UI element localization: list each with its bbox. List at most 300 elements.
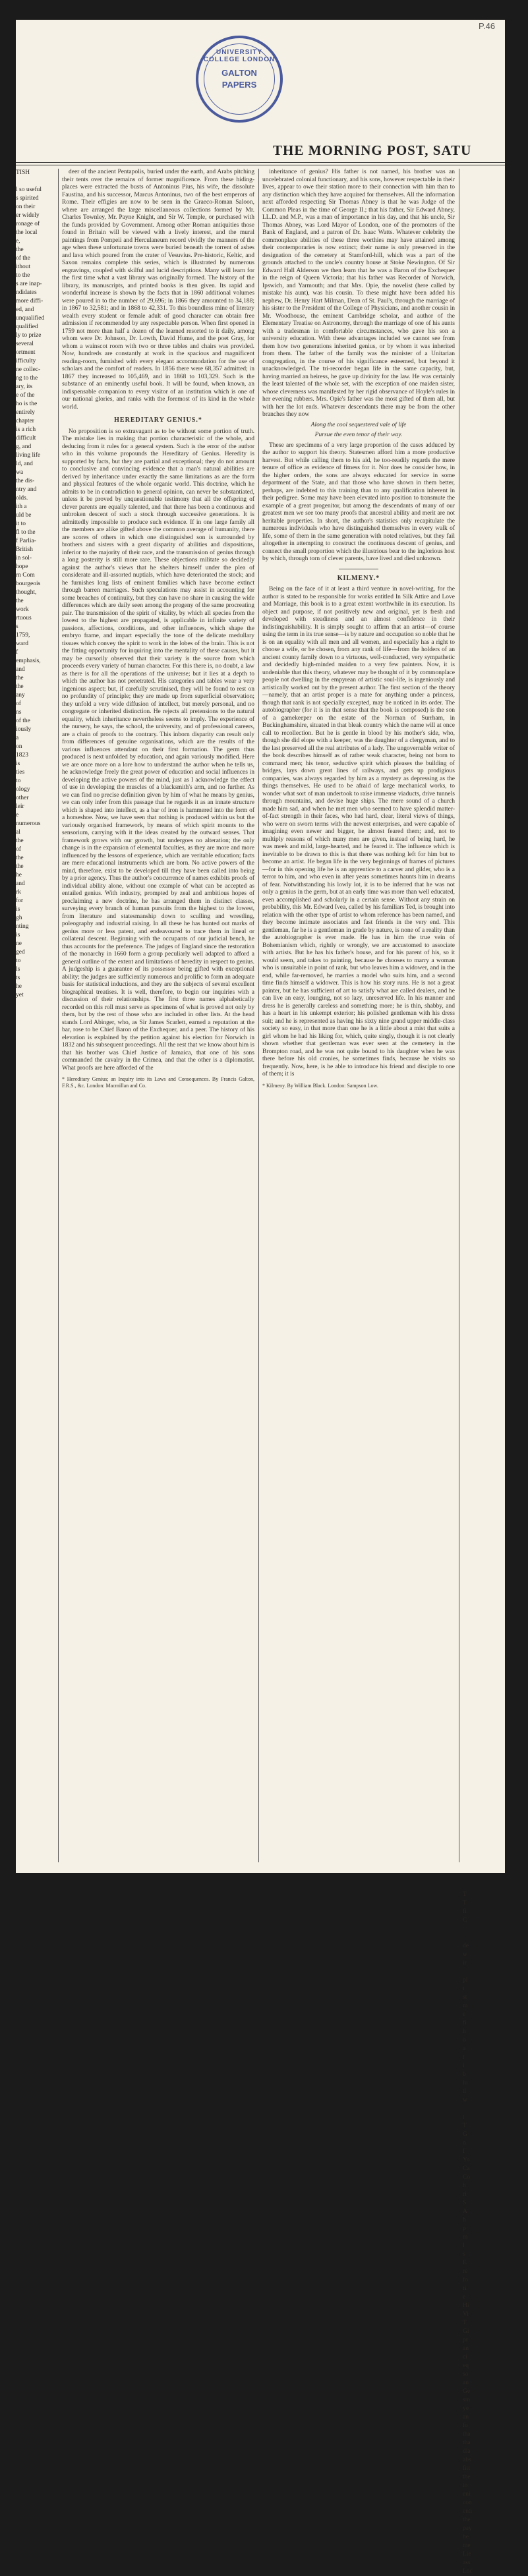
fragment-line — [463, 451, 489, 460]
fragment-line — [463, 383, 489, 391]
fragment-line: unqualified — [16, 315, 45, 322]
fragment-line — [463, 1574, 489, 1582]
fragment-line — [463, 529, 489, 537]
fragment-line: the dis- — [16, 478, 35, 484]
fragment-line: con — [463, 2500, 472, 2506]
fragment-line: ed, and — [16, 306, 34, 313]
fragment-line: a — [16, 735, 19, 741]
fragment-line — [463, 546, 489, 554]
fragment-line: 1759, — [16, 632, 30, 639]
fragment-line — [463, 940, 489, 948]
fragment-line — [463, 1171, 489, 1180]
archive-stamp — [196, 36, 283, 123]
fragment-line: British — [16, 546, 33, 553]
fragment-line — [463, 486, 489, 494]
fragment-line — [463, 991, 489, 1000]
right-column-fragment — [463, 169, 489, 2575]
fragment-line — [463, 1419, 489, 1428]
fragment-line — [463, 1051, 489, 1060]
fragment-line — [463, 1848, 489, 1856]
fragment-line — [463, 1454, 489, 1462]
fragment-line — [463, 1488, 489, 1497]
fragment-line — [463, 700, 489, 708]
fragment-line — [463, 1668, 489, 1676]
fragment-line: a — [463, 2046, 466, 2052]
fragment-line — [463, 1128, 489, 1137]
fragment-line — [463, 768, 489, 777]
fragment-line: n — [463, 2140, 466, 2146]
fragment-line — [463, 1368, 489, 1377]
fragment-line — [463, 1659, 489, 1668]
fragment-line: Loc — [463, 2568, 473, 2575]
fragment-line — [463, 691, 489, 700]
fragment-line — [463, 400, 489, 409]
fragment-line: de — [463, 1943, 469, 1949]
fragment-line: s spirited — [16, 195, 39, 202]
fragment-line: olds. — [16, 495, 28, 501]
left-column-fragment — [16, 169, 55, 1078]
fragment-line: h — [463, 2217, 466, 2223]
fragment-line: e, — [16, 238, 20, 244]
article-paragraph: deer of the ancient Pentapolis, buried under the earth, and Arabs pitching their tents over the remains of former magnificence. From these hiding-places were extracted the busts of Antoninus Pius, his wife, the dissolute Faustina, and his successor, Marcus Antoninus, two of the best emperors of Rome. Their effigies are now to be seen in the Graeco-Roman Saloon, where are arranged the large miscellaneous collections formed by Mr. Charles Townley, Mr. Payne Knight, and Sir W. Temple, or purchased with the funds provided by Government. Among other Roman antiquities those found in Britain will be viewed with a lively interest, and the mural paintings from Pompeii and Herculaneum record vividly the manners of the age when these unfortunate towns were buried beneath the torrent of ashes and lava which poured from the crater of Vesuvius. Pre-historic, Keltic, and Saxon remains complete this series, which is illustrated by numerous engravings, coupled with skilful and lucid descriptions. Many will learn for the first time what a vast library was originally formed. The history of the library, its manuscripts, and printed books is then given. Its rapid and wonderful increase is shown by the facts that in 1860 additional volumes were poured in to the number of 29,696; in 1866 they amounted to 34,188; in 1867 to 32,581; and in 1868 to 42,331. To this boundless mine of literary wealth every student or female adult of good character can obtain free admission if recommended by any respectable person. When first opened in 1759 not more than half a dozen of the learned resorted to it daily, among whom were Dr. Johnson, Dr. Lowth, David Hume, and the poet Gray, for whom a wainscot room with two or three tables and chairs was provided. Now, hundreds are constantly at work in the spacious and magnificent reading-room, furnished with every elegant accommodation for the use of scholars and the comfort of readers. In 1856 there were 68,357 admitted; in 1867 they increased to 105,469, and in 1868 to 103,329. Such is the substance of an eminently useful book. It will be found, when known, an indispensable companion to every visitor of an institution which is one of our national glories, and ranks with the foremost of its kind in the whole world. — [62, 169, 254, 411]
fragment-line: ld, and — [16, 461, 33, 467]
fragment-line — [463, 786, 489, 794]
fragment-line — [463, 1025, 489, 1034]
fragment-line: er widely — [16, 212, 40, 219]
fragment-line: of the — [16, 255, 30, 262]
fragment-line: the — [16, 246, 24, 253]
fragment-line — [463, 1008, 489, 1017]
fragment-line — [463, 1805, 489, 1814]
fragment-line — [463, 469, 489, 477]
fragment-line — [463, 1925, 489, 1933]
fragment-line — [463, 563, 489, 571]
fragment-line: living life — [16, 452, 41, 459]
fragment-line — [463, 1642, 489, 1651]
fragment-line — [463, 426, 489, 434]
fragment-line: ho is the — [16, 401, 38, 407]
fragment-line — [463, 511, 489, 520]
fragment-line — [463, 803, 489, 811]
fragment-line — [463, 1300, 489, 1308]
fragment-line — [463, 1522, 489, 1531]
fragment-line — [463, 434, 489, 443]
fragment-line: p — [463, 2225, 466, 2232]
fragment-line: on — [16, 743, 22, 750]
fragment-line — [463, 169, 489, 177]
fragment-line — [463, 537, 489, 546]
fragment-line: Gi — [463, 2328, 469, 2335]
fragment-line: tha — [463, 2440, 471, 2446]
fragment-line — [463, 871, 489, 880]
fragment-line: of — [16, 846, 21, 853]
fragment-line — [463, 1479, 489, 1488]
fragment-line: the local — [16, 229, 38, 236]
fragment-line — [463, 340, 489, 349]
fragment-line: f — [16, 649, 18, 656]
fragment-line: T — [463, 1891, 467, 1898]
stamp-top-text: UNIVERSITY COLLEGE LONDON — [203, 49, 276, 63]
article-paragraph: Being on the face of it at least a third venture in novel-writing, for the author is stated to be responsible for works entitled In Silk Attire and Love and Marriage, this book is to a great extent worthwhile in its execution. Its object and purpose, if not positively new and original, yet is fresh and developed with steadiness and an almost confidence in their indistinguishability. It is simply sought to affirm that an artist—of course using the term in its true sense—is by nature and occupation so noble that he is on an equality with all men and all women, and especially has a right to choose a wife, or be chosen, from any rank of life—from the holders of an ancient county family down to a virtuous, well-conducted, very sympathetic and decidedly high-minded maiden to a very few painters. Now, it is undeniable that this theory, whatever may be thought of it by commonplace people not dwelling in the empyrean of artistic soul-life, is ingeniously and artistically worked out by the present author. The first section of the theory—namely, that an artist proper is a mate for anything under a princess, though that rank is not specially excepted, may be noticed in its order. The autobiographer (for it is in that sense that the book is composed) is the son of a gamekeeper on the estate of the Norman of Surrham, in Buckinghamshire, situated in that bleak country which the name will at once call to recollection. But he is gentle in blood by his mother's side, who, though she did elope with a keeper, was the daughter of a clergyman, and to the last preserved all the real attributes of a lady. The ungovernable writer of the book describes himself as of rather weak character, being not born to command men; his tenor, seductive spirit which pleases the building of bridges, lays down great lines of railways, and gets up prodigious companies, was always regarded by him as a mystery as depressing as the things themselves. He used to be afraid of large mechanical works, to wonder what sort of man undertook to raise immense viaducts, drive tunnels through mountains, and devise huge ships. The mere sound of a church made him sad, and when he met men who seemed to have splendid matter-of-fact strength in their faces, who had hard, clear, literal views of things, who were on sworn terms with the newest enterprises, and were capable of imagining even newer and bigger, he almost feared them; and, not to multiply reasons of which many men are given, instead of being hard, he was meek and mild, large-hearted, and he feared it. The influence which is inevitable to be drawn to this is that there was nothing left for him but to become an artist. He began life in the very beginnings of frames of pictures—for in this opening life he is an apprentice to a carver and gilder, who is a terror to him, and who even in after years sometimes haunts him in dreams of fear. Notwithstanding his lowly lot, it is to be inferred that he was not only a genius in the germ, but at an early time was more than well educated, even accomplished and scholarly in a certain sense. Without any strain on probability, this Mr. Edward Ivea, called by his familiars Ted, is brought into relation with the other type of artist to whom reference has been named, and they become intimate associates and fast friends in the very end. This gentleman, far he is a gentleman in grade by nature, is none of a reality than the autobiographer is ever made. He has in him the true vein of Bohemianism which, rightly or wrongly, we are accustomed to associate with artists. But he has his father's house, and for his parent of his, so it would seem, and takes to painting, because he chooses to marry a woman who is unsuitable in point of rank, but who leaves him a widower, and in the end, while far-removed, he marries a model who suits him, and a second time finds himself a widower. This is how his story runs. He is not a great painter, but he has sufficient of art to satisfy what are called dealers, and he can live an easy, lounging, not so lazy, unreserved life. In his manner and dress he is generally careless and something more; he is thin, shabby, and has a heart in his unkempt exterior; his polished gentleman with his dress suit; and he is represented as having his sixty nine grand upper middle-class society so easy, in that more than one he is a little about a mist that suits a girl whom he had his liking for, which, quite singly, though it is not clearly shown whether that gentleman was ever seen at the cemetery in the Brompton road, and he was not quite bound to his daughter when he was there before his old cronies, he sometimes finds, because he visits so frequently. Now, here, is he able to introduce his friend and disciple to one of them; it is — [262, 586, 455, 1077]
fragment-line: pi — [463, 1977, 468, 1984]
fragment-line — [463, 880, 489, 888]
fragment-line — [463, 331, 489, 340]
fragment-line: the — [16, 838, 24, 844]
fragment-line: it to — [16, 521, 26, 527]
fragment-line: t — [463, 2114, 465, 2121]
fragment-line: several — [16, 341, 34, 347]
fragment-line — [463, 1317, 489, 1325]
fragment-line: Co — [463, 2174, 471, 2181]
fragment-line: eq — [463, 2362, 469, 2369]
fragment-line: e — [463, 2011, 466, 2018]
fragment-line — [463, 717, 489, 726]
fragment-line — [463, 1111, 489, 1120]
fragment-line: is — [16, 760, 20, 767]
fragment-line — [463, 1591, 489, 1599]
fragment-line — [463, 366, 489, 374]
fragment-line: t — [463, 2054, 465, 2061]
fragment-line — [463, 2105, 489, 2113]
article-paragraph: No proposition is so extravagant as to be without some portion of truth. The mistake lies in making that portion characteristic of the whole, and deducing from it rules for a general system. Such is the error of the author who in this volume propounds the Hereditary of Genius. Heredity is supported by facts, but they are partial and exceptional; they do not amount to conclusive and convincing evidence that a man's natural abilities are derived by inheritance under exactly the same limitations as are the form and physical features of the whole organic world. This doctrine, which he admits to be in contradiction to general opinion, can never be substantiated, unless it be proved by unquestionable testimony that all the offspring of clever parents are equally talented, and that there has been a continuous and unbroken descent of such a stock through successive generations. It is admittedly impossible to produce such evidence. If in one large family all the members are alike gifted above the common average of humanity, there are scores of others in which one distinguished son is surrounded by brothers and sisters with a great disparity of abilities and dispositions, inferior to the majority of their race, and the transmission of genius through a long posterity is still more rare. These objections militate so decidedly against the author's views that he shelters himself under the plea of considerate and ill-assorted nuptials, which have deteriorated the stock; and he furnishes long lists of eminent families which have become extinct through barren marriages. Such speculations may assist in accounting for some breaches of continuity, but they can have no share in causing the wide differences which are daily seen among the progeny of the same procreating pair. The transmission of the spirit of vitality, by which all species from the lowest to the highest are propagated, is applicable in infinite variety of passions, affections, conditions, and other influences, which shape the embryo frame, and impart especially the tone of the delicate medullary tissues which convey the spirit to work in the lobes of the brain. This is not the fitting opportunity for inquiring into the mentality of these causes, but it may be cursorily observed that their variety is the source from which proceeds every variety of human character. For this there is, no doubt, a law as there is for all the operations of the universe; but it lies at a depth to which the author has not penetrated. His categories and tables wear a very ingenious aspect; but, if carefully scrutinised, they will be found to rest on no profundity of principle; they are made up from superficial observation; they unfold a very wide diffusion of intellect, but merely personal, and no congregate or inherited distinction. He rejects all pretensions to the natural equality, which inheritance nevertheless seems to imply. The experience of the nursery, he says, the school, the university, and of professional careers, are a chain of proofs to the contrary. This inborn disparity can result only from differences of genuine organisations, which are the results of the various influences attendant on their first formation. The germ thus produced is next unfolded by education, and again variously modified. Here we are once more on a lore how to understand the author when he tells us, he acknowledge freely the great power of education and social influences in developing the active powers of the mind, just as I acknowledge the effect of use in developing the muscles of a blacksmith's arm, and no further. As we can find no precise definition given by him of what he means by genius, we can only infer from this passage that he regards it as an innate structure which is shaped into intellect, as a bar of iron is hammered into the form of a horseshoe. Now, we have seen that nothing is produced within us but the variously organised framework, by means of which spirit mounts to the sensorium, carrying with it the ideas created by the outward senses. That framework grows with our growth, but undergoes no alteration; the only change is in the expansion of elemental faculties, as they are more and more influenced by the lessons of experience, which are veritable education; facts are mere educational instruments which are born. No active powers of the mind, therefore, exist to be developed till they have been called into being by a prior agency. Thus the author's concurrence of names exhibits proofs of individual ability alone, without one example of what can be accepted as entailed genius. With industry, prompted by zeal and ambitious hopes of proclaiming a new doctrine, he has arranged them in distinct classes, surveying every branch of human pursuits from the highest to the lowest, from literature and statesmanship down to sculling and wrestling, poleography and industrial raising. In all these he has hunted out marks of genius more or less patent, and endeavoured to trace them in lineal or collateral descent. Beginning with the occupants of our judicial bench, he thus accounts for the preference. The judges of England since the restoration of the monarchy in 1660 form a group peculiarly well adapted to afford a general outline of the extent and limitations of heredity in respect to genius. A judgeship is a guarantee of its possessor being gifted with exceptional ability; the judges are sufficiently numerous and prolific to form an adequate basis for statistical inductions, and they are the subjects of several excellent biographical treatises. It is well, therefore, to begin our inquiries with a discussion of their relationships. The first three names alphabetically recorded on this roll must serve as specimens of what is proved not only by them, but by the rest of those who are included in other lists. At the head stands Lord Abinger, who, as Sir James Scarlett, earned a reputation at the bar, rose to be Chief Baron of the Exchequer, and a peer. The history of his elevation is explained by the petition against his election for Norwich in 1832 and his subsequent proceedings. All the rest that we know about him is that his brother was Chief Justice of Jamaica, that one of his sons commanded the cavalry in the Crimea, and that the other is a diplomatist. What proofs are here afforded of the — [62, 428, 254, 1072]
fragment-line — [463, 1043, 489, 1051]
fragment-line: the — [16, 598, 24, 604]
fragment-line — [463, 1625, 489, 1634]
stamp-line-2: PAPERS — [221, 80, 257, 90]
fragment-line: more diffi- — [16, 298, 44, 304]
fragment-line — [463, 374, 489, 383]
fragment-line — [463, 1222, 489, 1231]
fragment-line: m — [463, 2003, 468, 2009]
fragment-line: and — [16, 880, 25, 887]
fragment-line — [463, 1017, 489, 1025]
fragment-line — [463, 1651, 489, 1659]
fragment-line — [463, 845, 489, 854]
fragment-line — [463, 1788, 489, 1796]
fragment-line — [463, 905, 489, 914]
fragment-line — [463, 1617, 489, 1625]
fragment-line: of the — [16, 718, 30, 724]
fragment-line — [463, 272, 489, 280]
fragment-line: the — [463, 2517, 471, 2523]
fragment-line: Ge — [463, 2388, 471, 2395]
fragment-line: I — [463, 2243, 465, 2249]
fragment-line — [463, 1599, 489, 1608]
fragment-line: fi — [463, 1908, 467, 1915]
fragment-line: C — [463, 1917, 467, 1924]
fragment-line — [463, 220, 489, 229]
fragment-line: st — [463, 1994, 467, 2001]
fragment-line — [463, 674, 489, 683]
fragment-line: fl to the — [16, 529, 36, 536]
column-divider-2 — [258, 169, 259, 1862]
fragment-line — [463, 854, 489, 863]
fragment-line: entirely — [16, 409, 36, 416]
fragment-line: ts — [16, 975, 20, 981]
fragment-line — [463, 1874, 489, 1882]
fragment-line — [463, 1205, 489, 1214]
fragment-line — [463, 1282, 489, 1291]
fragment-line: fo — [463, 2277, 468, 2283]
fragment-line — [463, 1719, 489, 1728]
fragment-line: pay — [463, 2525, 472, 2532]
fragment-line: TISH — [16, 169, 30, 176]
fragment-line: s — [16, 623, 18, 630]
fragment-line: he — [16, 872, 22, 878]
fragment-line: pr — [463, 2337, 468, 2343]
fragment-line: to — [16, 958, 21, 964]
fragment-line — [463, 631, 489, 640]
newspaper-masthead: THE MORNING POST, SATU — [273, 142, 472, 158]
fragment-line — [463, 554, 489, 563]
fragment-line — [463, 1162, 489, 1171]
fragment-line: h — [463, 2183, 466, 2189]
page-number: P.46 — [479, 21, 496, 31]
fragment-line: ne collec- — [16, 366, 41, 373]
fragment-line — [463, 1094, 489, 1102]
fragment-line — [463, 965, 489, 974]
fragment-line — [463, 863, 489, 871]
fragment-line — [463, 1137, 489, 1145]
fragment-line — [463, 443, 489, 451]
fragment-line — [463, 1557, 489, 1565]
fragment-line — [463, 1240, 489, 1248]
fragment-line — [16, 177, 55, 186]
fragment-line — [463, 820, 489, 828]
fragment-line — [463, 1462, 489, 1471]
fragment-line: t — [463, 1986, 465, 1992]
fragment-line: ary, its — [16, 384, 33, 390]
fragment-line — [463, 177, 489, 186]
fragment-line: he — [16, 983, 22, 990]
fragment-line — [463, 1822, 489, 1831]
fragment-line: S — [463, 2200, 467, 2206]
fragment-line — [463, 1085, 489, 1094]
fragment-line — [463, 194, 489, 203]
fragment-line: is — [16, 932, 20, 938]
fragment-line: the — [16, 675, 24, 681]
fragment-line — [463, 1402, 489, 1411]
fragment-line — [463, 734, 489, 743]
fragment-line — [463, 349, 489, 357]
fragment-line — [463, 837, 489, 845]
fragment-line: the — [16, 863, 24, 870]
fragment-line — [463, 571, 489, 580]
fragment-line — [463, 1265, 489, 1274]
fragment-line — [463, 1771, 489, 1779]
fragment-line — [463, 1831, 489, 1839]
fragment-line — [463, 760, 489, 768]
fragment-line — [463, 460, 489, 469]
fragment-line: I — [463, 2148, 465, 2155]
fragment-line: tl — [463, 2088, 467, 2095]
fragment-line — [463, 1762, 489, 1771]
fragment-line: ged — [16, 949, 25, 956]
fragment-line: rtuous — [16, 615, 32, 621]
fragment-line: ri — [463, 2191, 467, 2198]
fragment-line: hope — [16, 563, 28, 570]
fragment-line — [463, 1325, 489, 1334]
fragment-line: A — [463, 2208, 467, 2215]
column-kilmeny — [262, 169, 455, 1862]
fragment-line — [463, 1231, 489, 1240]
fragment-line: nting — [16, 923, 29, 930]
fragment-line: rk — [16, 889, 21, 896]
fragment-line: me — [463, 2542, 471, 2549]
fragment-line — [463, 306, 489, 314]
fragment-line: e — [16, 812, 19, 818]
fragment-line — [463, 357, 489, 366]
fragment-line: bourgeois — [16, 581, 41, 587]
fragment-line: rn Com — [16, 572, 35, 579]
fragment-line — [463, 683, 489, 691]
article-paragraph: These are specimens of a very large proportion of the cases adduced by the author to support his theory. Statesmen afford him a more productive harvest. But while calling them to his aid, he too-readily regards the mere tenure of office as evidence of fitness for it. Nor does he consider how, in the higher orders, the sons are always educated for service in some department of the State, and that those who have shown in them better, perhaps, are indebted to this training than to any qualification inherent in their pedigree. Some may have been elevated into position to transmute the example of a great progenitor, but among the descendants of many of our greatest men we see too many proofs that ancestral ability and merit are not heritable properties. In short, the author's statistics only recapitulate the numerous individuals who have distinguished themselves in every walk of life, some of them in the same generation with noted relatives, but they fail altogether in attempting to construct the continuous descent of genius, and connect the small proportion which the illustrious bear to the inglorious host by which, through torn of clever parents, have lived and died unknown. — [262, 442, 455, 562]
fragment-line: e of the — [16, 392, 35, 399]
fragment-line: ri — [463, 2285, 467, 2292]
fragment-line — [463, 1102, 489, 1111]
fragment-line — [463, 1608, 489, 1617]
fragment-line: abs — [463, 2457, 471, 2463]
fragment-line: fo — [463, 2422, 468, 2429]
fragment-line — [463, 1437, 489, 1445]
fragment-line: so — [463, 2371, 469, 2378]
fragment-line: ci — [463, 2354, 467, 2361]
fragment-line — [463, 1428, 489, 1437]
fragment-line — [463, 1796, 489, 1805]
fragment-line — [463, 1497, 489, 1505]
fragment-line — [463, 914, 489, 923]
fragment-line: f Parlia- — [16, 538, 36, 544]
fragment-line: ology — [16, 786, 30, 793]
fragment-line: s — [463, 2251, 465, 2258]
fragment-line — [463, 1034, 489, 1043]
fragment-line — [463, 1968, 489, 1976]
fragment-line — [463, 648, 489, 657]
fragment-line — [463, 323, 489, 331]
fragment-line: w — [463, 2097, 467, 2104]
fragment-line: any — [16, 692, 25, 699]
fragment-line — [463, 391, 489, 400]
fragment-line: the — [16, 683, 24, 690]
fragment-line — [463, 1471, 489, 1479]
fragment-line: ne — [16, 940, 22, 947]
fragment-line: of — [16, 701, 21, 707]
fragment-line — [463, 1531, 489, 1539]
fragment-line — [463, 777, 489, 786]
fragment-line: numerous — [16, 820, 41, 827]
fragment-line — [463, 606, 489, 614]
fragment-line: e — [463, 2294, 466, 2301]
fragment-line — [463, 1582, 489, 1591]
fragment-line: 1823 — [16, 752, 28, 758]
fragment-line — [463, 1411, 489, 1419]
fragment-line: T — [463, 2123, 467, 2129]
fragment-line — [463, 888, 489, 897]
fragment-line — [463, 1188, 489, 1197]
fragment-line — [463, 1197, 489, 1205]
fragment-line — [463, 494, 489, 503]
fragment-line — [463, 657, 489, 666]
fragment-line: fitt — [463, 2465, 471, 2472]
fragment-line: thought, — [16, 589, 37, 596]
fragment-line: gh — [16, 915, 22, 921]
fragment-line — [463, 614, 489, 623]
fragment-line: the — [16, 855, 24, 861]
fragment-line — [463, 186, 489, 194]
fragment-line — [463, 923, 489, 931]
fragment-line — [463, 1779, 489, 1788]
fragment-line — [463, 212, 489, 220]
fragment-line — [463, 1728, 489, 1736]
fragment-line — [463, 640, 489, 648]
fragment-line — [463, 203, 489, 212]
fragment-line: is — [16, 906, 20, 913]
fragment-line — [463, 229, 489, 237]
fragment-line — [463, 1308, 489, 1317]
column-hereditary-genius — [62, 169, 254, 1862]
fragment-line — [463, 726, 489, 734]
fragment-line: g, and — [16, 444, 32, 450]
fragment-line — [463, 1000, 489, 1008]
fragment-line: chapter — [16, 418, 34, 424]
fragment-line: to — [16, 778, 21, 784]
fragment-line: E — [463, 2260, 467, 2266]
fragment-line: uld be — [16, 512, 32, 519]
fragment-line: an — [463, 2345, 469, 2352]
fragment-line: ronage of — [16, 221, 40, 227]
fragment-line: Vi — [463, 2311, 469, 2318]
fragment-line: ntry and — [16, 486, 37, 493]
fragment-line — [463, 1702, 489, 1711]
fragment-line — [463, 1145, 489, 1154]
fragment-line: Lie — [463, 2551, 471, 2558]
fragment-line — [463, 1933, 489, 1942]
fragment-line — [463, 314, 489, 323]
fragment-line: leir — [16, 803, 24, 810]
fragment-line — [463, 948, 489, 957]
fragment-line — [463, 417, 489, 426]
fragment-line — [463, 520, 489, 529]
fragment-line: wa — [16, 469, 24, 476]
fragment-line: eni — [463, 2491, 471, 2498]
fragment-line — [463, 1257, 489, 1265]
article-paragraph: inheritance of genius? His father is not named, his brother was an uncelebrated colonial functionary, and his sons, however respectable in their lives, appear to owe their station more to their connection with him than to any distinction which they have acquired for themselves. All the information next afforded respecting Sir Thomas Abney is that he was Judge of the Common Pleas in the time of George II.; that his father, Sir Edward Abney, LL.D. and M.P., was a man of importance in his day, and that his uncle, Sir Thomas Abney, was Lord Mayor of London, one of the promoters of the Bank of England, and a patron of Dr. Isaac Watts. Whatever celebrity the commonplace abilities of these three worthies may have attained among their contemporaries is now extinct; their name is only preserved in the designation of the cemetery at Stamford-hill, which was a part of the grounds attached to the uncle's country house at Stoke Newington. Of Sir Edward Hall Alderson we then learn that he was a Baron of the Exchequer in the reign of Queen Victoria; that his father was Recorder of Norwich, Ipswich, and Yarmouth; and that Mrs. Opie, the novelist (here called by mistake his aunt), was his cousin. To these might have been added his nephew, Dr. Henry Hart Milman, Dean of St. Paul's, through the marriage of his sister to the President of the College of Physicians, and another cousin in Mr. Woodhouse, the eminent Cambridge scholar, and author of the Elementary Treatise on Astronomy, through the marriage of one of his aunts with a tradesman in comfortable circumstances, who gave his son a university education. With these advantages included we cannot see from them how two generations inherited genius, or by whom it was inherited from them. The father of the family was the minister of a Unitarian congregation, in the course of his significance esteemed, but beyond it unacknowledged. The tri-recorder began life in the same capacity, but, having married an heiress, he gave up divinity for the law. He was certainly the least talented of the whole set, with the exception of one maiden sister, whose cleverness was manifested by her rigid observance of Hoyle's rules in her evening rubbers. Mrs. Opie's father was the most gifted of them all, but with her the lot ends. Whatever descendants there may be from the other branches they now — [262, 169, 455, 418]
fragment-line: qualified — [16, 324, 38, 330]
fragment-line: ties — [16, 769, 25, 776]
fragment-line: o — [463, 2037, 466, 2044]
fragment-line: re — [463, 2268, 468, 2275]
fragment-line: emphasis, — [16, 658, 41, 664]
fragment-line — [463, 588, 489, 597]
fragment-line: T — [463, 1900, 467, 1906]
fragment-line — [463, 957, 489, 965]
fragment-line: iously — [16, 726, 32, 733]
fragment-line — [463, 1377, 489, 1385]
fragment-line: lu — [463, 2080, 468, 2086]
fragment-line — [463, 1856, 489, 1865]
fragment-line — [463, 237, 489, 246]
article-heading-kilmeny: KILMENY.* — [337, 574, 380, 582]
article-heading-hereditary-genius: HEREDITARY GENIUS.* — [114, 416, 202, 424]
fragment-line: Hi — [463, 2303, 469, 2309]
fragment-line — [463, 477, 489, 486]
fragment-line: in sol- — [16, 555, 32, 561]
fragment-line — [463, 623, 489, 631]
fragment-line — [463, 1291, 489, 1300]
fragment-line: l so useful — [16, 186, 42, 193]
verse-line: Along the cool sequestered vale of life — [310, 421, 407, 428]
fragment-line — [463, 897, 489, 905]
